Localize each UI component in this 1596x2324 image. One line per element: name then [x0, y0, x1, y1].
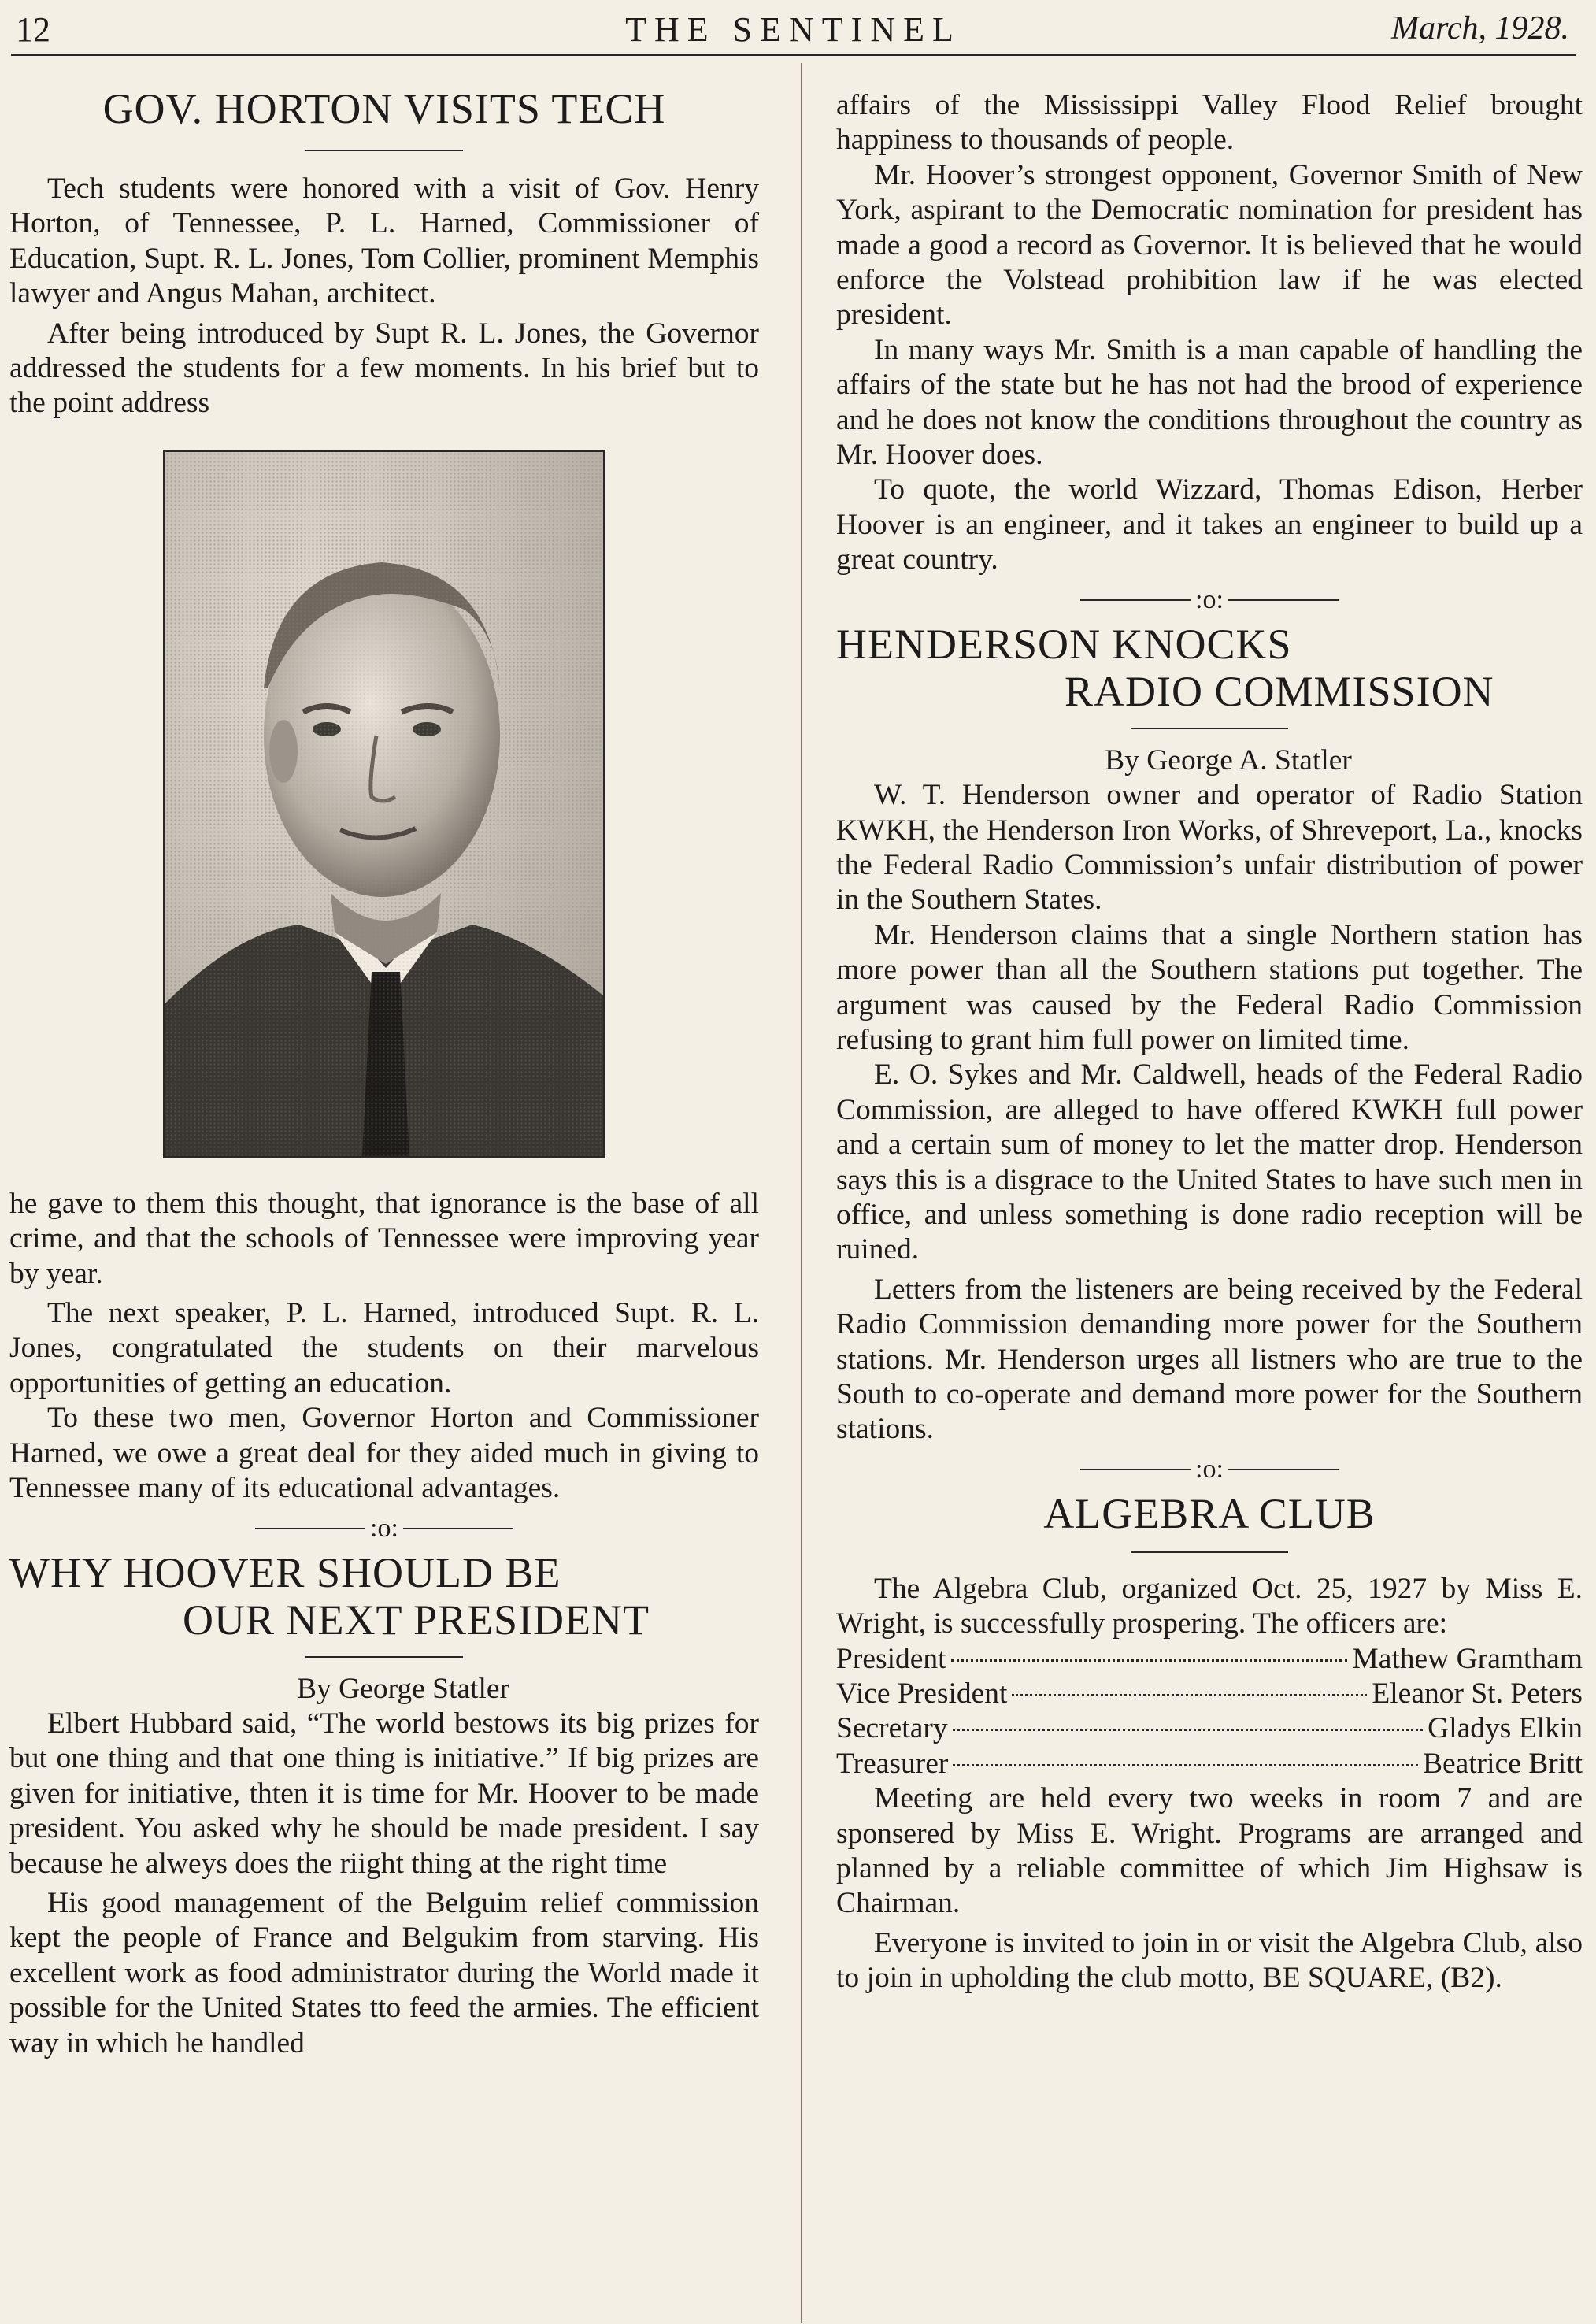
paragraph: Letters from the listeners are being received by the Federal Radio Commission demanding more power for the Southern stations. Mr. Henderson urges all listners who are true to the South to co-operate and demand more power for the Southern stations. [836, 1273, 1583, 1446]
officer-row: Vice President Eleanor St. Peters [836, 1677, 1583, 1711]
paragraph: Meeting are held every two weeks in room 7 and are sponsered by Miss E. Wright. Programs are arranged and planned by a reliable committee of which Jim Highsaw is Chairman. [836, 1782, 1583, 1920]
headline-rule [305, 1656, 463, 1658]
paragraph: The Algebra Club, organized Oct. 25, 1927 by Miss E. Wright, is successfully prospering. The officers are: [836, 1572, 1583, 1640]
paragraph: The next speaker, P. L. Harned, introduced Supt. R. L. Jones, congratulated the students on their marvelous opportunities of getting an education. [9, 1297, 759, 1399]
paragraph: W. T. Henderson owner and operator of Radio Station KWKH, the Henderson Iron Works, of Shreveport, La., knocks the Federal Radio Commission’s unfair distribution of power in the Southern States. [836, 779, 1583, 917]
left-column [9, 85, 759, 2061]
officer-row: Secretary Gladys Elkin [836, 1712, 1583, 1745]
paragraph: E. O. Sykes and Mr. Caldwell, heads of the Federal Radio Commission, are alleged to have offered KWKH full power and a certain sum of money to let the matter drop. Henderson says this is a disgrace to the United States to have such men in office, and unless something is done radio reception will be ruined. [836, 1058, 1583, 1266]
portrait-image [165, 452, 603, 1156]
section-separator: :o: [9, 1513, 759, 1544]
running-head [11, 6, 1576, 54]
paragraph: To quote, the world Wizzard, Thomas Edison, Herber Hoover is an engineer, and it takes an engineer to build up a great country. [836, 473, 1583, 576]
column-divider [801, 63, 802, 2323]
header-rule [11, 54, 1576, 56]
headline-henderson: HENDERSON KNOCKS RADIO COMMISSION [836, 620, 1494, 715]
article-hoover [9, 1549, 759, 2061]
paragraph: His good management of the Belguim relief commission kept the people of France and Belgukim from starving. His excellent work as food administrator during the World made it possible for the United States tto feed the armies. The efficient way in which he handled [9, 1886, 759, 2059]
paragraph: Elbert Hubbard said, “The world bestows its big prizes for but one thing and that one thing is initiative.” If big prizes are given for initiative, thten it is time for Mr. Hoover to be made president. You asked why he should be made president. I say because he alweys does the riight thing at the right time [9, 1707, 759, 1880]
article-hoover-continued [836, 88, 1583, 578]
page-number: 12 [16, 10, 50, 49]
article-horton [9, 85, 759, 1507]
headline-hoover: WHY HOOVER SHOULD BE OUR NEXT PRESIDENT [9, 1548, 650, 1644]
paragraph: After being introduced by Supt R. L. Jones, the Governor addressed the students for a few moments. In his brief but to the point address [9, 317, 759, 420]
officer-row: Treasurer Beatrice Britt [836, 1747, 1583, 1780]
headline-algebra: ALGEBRA CLUB [1043, 1489, 1376, 1537]
headline-horton: GOV. HORTON VISITS TECH [102, 85, 666, 132]
paragraph: Tech students were honored with a visit of Gov. Henry Horton, of Tennessee, P. L. Harned, Commissioner of Education, Supt. R. L. Jones, Tom Collier, prominent Memphis lawyer and Angus Mahan, architect. [9, 172, 759, 310]
paragraph: To these two men, Governor Horton and Commissioner Harned, we owe a great deal for they aided much in giving to Tennessee many of its educational advantages. [9, 1402, 759, 1505]
paragraph: he gave to them this thought, that ignorance is the base of all crime, and that the schools of Tennessee were improving year by year. [9, 1187, 759, 1290]
governor-portrait-photo [163, 450, 605, 1158]
article-henderson [836, 621, 1583, 1447]
article-algebra-club [836, 1490, 1583, 1996]
officer-row: President Mathew Gramtham [836, 1642, 1583, 1675]
right-column [836, 88, 1583, 1996]
issue-date: March, 1928. [1391, 10, 1569, 46]
paragraph: Mr. Henderson claims that a single Northern station has more power than all the Southern stations put together. The argument was caused by the Federal Radio Commission refusing to grant him full power on limited time. [836, 918, 1583, 1056]
headline-rule [305, 150, 463, 151]
headline-rule [1131, 1551, 1288, 1553]
paragraph: In many ways Mr. Smith is a man capable of handling the affairs of the state but he has not had the brood of experience and he does not know the conditions throughout the country as Mr. Hoover does. [836, 333, 1583, 472]
paragraph: affairs of the Mississippi Valley Flood Relief brought happiness to thousands of people. [836, 89, 1583, 157]
headline-rule [1131, 728, 1288, 729]
byline: By George A. Statler [1105, 743, 1352, 777]
publication-title: THE SENTINEL [625, 10, 961, 49]
section-separator: :o: [836, 584, 1583, 616]
officers-list [836, 1642, 1583, 1782]
byline: By George Statler [296, 1672, 510, 1705]
section-separator: :o: [836, 1454, 1583, 1485]
paragraph: Mr. Hoover’s strongest opponent, Governor Smith of New York, aspirant to the Democratic nomination for president has made a good a record as Governor. It is believed that he would enforce the Volstead prohibition law if he was elected president. [836, 158, 1583, 332]
paragraph: Everyone is invited to join in or visit the Algebra Club, also to join in upholding the club motto, BE SQUARE, (B2). [836, 1926, 1583, 1995]
